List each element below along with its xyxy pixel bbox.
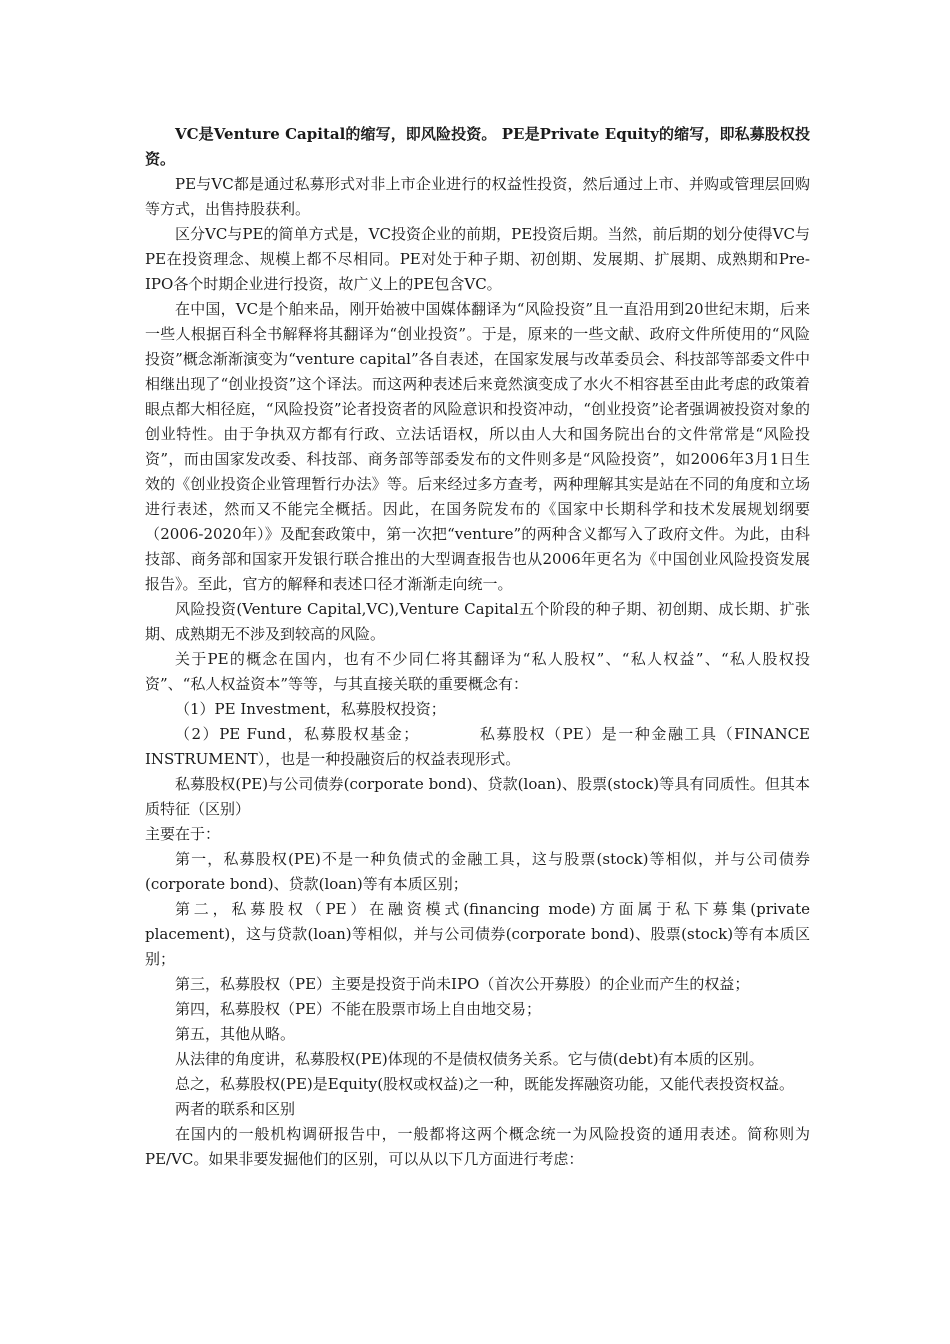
paragraph: 在国内的一般机构调研报告中，一般都将这两个概念统一为风险投资的通用表述。简称则为PE/VC。如果非要发掘他们的区别，可以从以下几方面进行考虑： [145, 1125, 810, 1168]
list-item-with-definition [145, 722, 810, 772]
paragraph: 风险投资(Venture Capital,VC),Venture Capital五个阶段的种子期、初创期、成长期、扩张期、成熟期无不涉及到较高的风险。 [145, 600, 810, 643]
list-item: （1）PE Investment，私募股权投资； [175, 700, 446, 718]
paragraph: PE与VC都是通过私募形式对非上市企业进行的权益性投资，然后通过上市、并购或管理层回购等方式，出售持股获利。 [145, 175, 810, 218]
paragraph: 总之，私募股权(PE)是Equity(股权或权益)之一种，既能发挥融资功能，又能代表投资权益。 [175, 1075, 794, 1093]
paragraph: 区分VC与PE的简单方式是，VC投资企业的前期，PE投资后期。当然，前后期的划分使得VC与PE在投资理念、规模上都不尽相同。PE对处于种子期、初创期、发展期、扩展期、成熟期和Pre-IPO各个时期企业进行投资，故广义上的PE包含VC。 [145, 225, 810, 293]
paragraph: 在中国，VC是个舶来品，刚开始被中国媒体翻译为“风险投资”且一直沿用到20世纪末期，后来一些人根据百科全书解释将其翻译为“创业投资”。于是，原来的一些文献、政府文件所使用的“风险投资”概念渐渐演变为“venture capital”各自表述，在国家发展与改革委员会、科技部等部委文件中相继出现了“创业投资”这个译法。而这两种表述后来竟然演变成了水火不相容甚至由此考虑的政策着眼点都大相径庭，“风险投资”论者投资者的风险意识和投资冲动，“创业投资”论者强调被投资对象的创业特性。由于争执双方都有行政、立法话语权，所以由人大和国务院出台的文件常常是“风险投资”，而由国家发改委、科技部、商务部等部委发布的文件则多是“风险投资”，如2006年3月1日生效的《创业投资企业管理暂行办法》等。后来经过多方查考，两种理解其实是站在不同的角度和立场进行表述，然而又不能完全概括。因此，在国务院发布的《国家中长期科学和技术发展规划纲要（2006-2020年）》及配套政策中，第一次把“venture”的两种含义都写入了政府文件。为此，由科技部、商务部和国家开发银行联合推出的大型调查报告也从2006年更名为《中国创业风险投资发展报告》。至此，官方的解释和表述口径才渐渐走向统一。 [145, 300, 810, 593]
point-third: 第三，私募股权（PE）主要是投资于尚未IPO（首次公开募股）的企业而产生的权益； [175, 975, 750, 993]
point-fourth: 第四，私募股权（PE）不能在股票市场上自由地交易； [175, 1000, 542, 1018]
intro-definition-paragraph: VC是Venture Capital的缩写，即风险投资。 PE是Private Equity的缩写，即私募股权投资。 [145, 125, 810, 168]
point-fifth: 第五，其他从略。 [175, 1025, 296, 1043]
paragraph: 主要在于： [145, 825, 221, 843]
paragraph: 从法律的角度讲，私募股权(PE)体现的不是债权债务关系。它与债(debt)有本质的区别。 [175, 1050, 764, 1068]
list-item: （2）PE Fund，私募股权基金； [175, 725, 419, 743]
definition-text: 私募股权（PE）是一种金融工具（FINANCE INSTRUMENT），也是一种投融资后的权益表现形式。 [145, 725, 810, 768]
paragraph: 私募股权(PE)与公司债券(corporate bond)、贷款(loan)、股票(stock)等具有同质性。但其本质特征（区别） [145, 775, 810, 818]
document-body [145, 122, 810, 1172]
paragraph: 关于PE的概念在国内，也有不少同仁将其翻译为“私人股权”、“私人权益”、“私人股权投资”、“私人权益资本”等等，与其直接关联的重要概念有： [145, 650, 810, 693]
point-second: 第二，私募股权（PE）在融资模式(financing mode)方面属于私下募集(private placement)，这与贷款(loan)等相似，并与公司债券(corporate bond)、股票(stock)等有本质区别； [145, 900, 810, 968]
point-first: 第一，私募股权(PE)不是一种负债式的金融工具，这与股票(stock)等相似，并与公司债券(corporate bond)、贷款(loan)等有本质区别； [145, 850, 810, 893]
section-heading: 两者的联系和区别 [175, 1100, 296, 1118]
